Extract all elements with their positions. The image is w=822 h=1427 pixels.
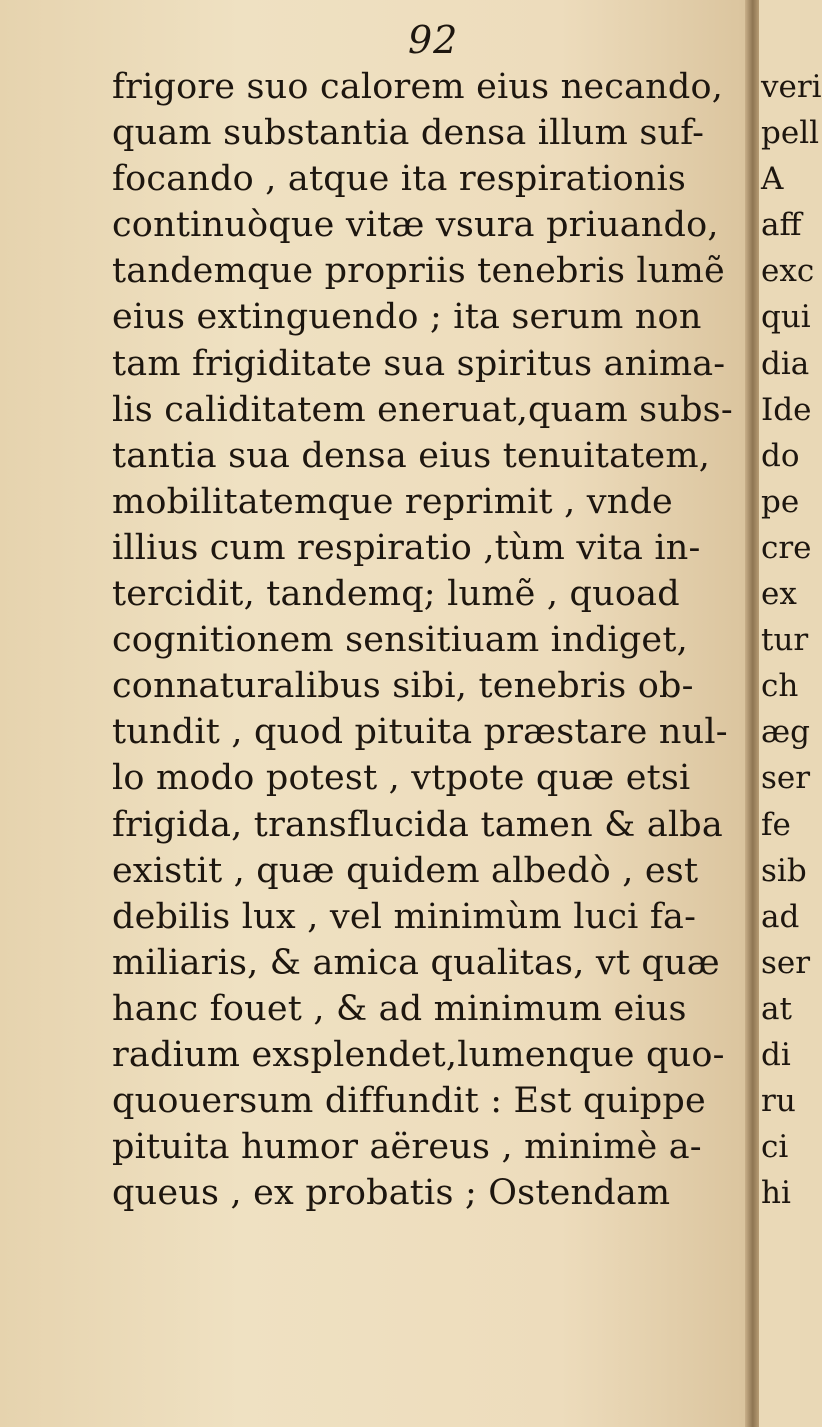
text-line: radium exsplendet,lumenque quo- <box>112 1034 725 1075</box>
text-line: cognitionem sensitiuam indiget, <box>112 620 688 661</box>
fragment-line: at <box>761 990 792 1027</box>
fragment-line: cre <box>761 529 812 566</box>
fragment-line: aff <box>761 207 802 244</box>
text-line: frigore suo calorem eius necando, <box>112 67 724 107</box>
text-line: quam substantia densa illum suf- <box>112 113 705 154</box>
text-line: existit , quæ quidem albedò , est <box>112 850 699 891</box>
fragment-line: dia <box>761 345 810 382</box>
text-line: miliaris, & amica qualitas, vt quæ <box>112 942 720 983</box>
text-line: lis caliditatem eneruat,quam subs- <box>112 389 733 430</box>
text-line: tundit , quod pituita præstare nul- <box>112 712 728 753</box>
facing-page-edge <box>759 0 822 1427</box>
text-line: continuòque vitæ vsura priuando, <box>112 205 719 246</box>
fragment-line: ci <box>761 1129 789 1166</box>
fragment-line: Ide <box>761 391 812 428</box>
text-line: tantia sua densa eius tenuitatem, <box>112 435 711 476</box>
text-line: connaturalibus sibi, tenebris ob- <box>112 666 694 707</box>
fragment-line: tur <box>761 622 809 659</box>
text-line: quouersum diffundit : Est quippe <box>112 1081 706 1122</box>
text-line: tandemque propriis tenebris lumẽ <box>112 251 725 292</box>
book-gutter <box>745 0 759 1427</box>
text-line: focando , atque ita respirationis <box>112 159 687 200</box>
fragment-line: qui <box>761 299 811 336</box>
text-line: mobilitatemque reprimit , vnde <box>112 481 673 522</box>
fragment-line: hi <box>761 1175 791 1212</box>
fragment-line: pe <box>761 483 800 520</box>
text-line: illius cum respiratio ,tùm vita in- <box>112 527 701 568</box>
text-line: queus , ex probatis ; Ostendam <box>112 1173 671 1214</box>
text-line: tercidit, tandemq; lumẽ , quoad <box>112 574 680 615</box>
fragment-line: A <box>761 161 784 198</box>
fragment-line: ch <box>761 668 799 705</box>
main-text-block <box>112 64 744 1216</box>
fragment-line: ser <box>761 944 811 981</box>
fragment-line: di <box>761 1036 791 1073</box>
fragment-line: ser <box>761 760 811 797</box>
text-line: pituita humor aëreus , minimè a- <box>112 1127 702 1168</box>
fragment-line: ex <box>761 576 797 613</box>
page-number: 92 <box>408 18 459 62</box>
fragment-line: pell <box>761 115 820 152</box>
fragment-line: ad <box>761 898 800 935</box>
fragment-line: fe <box>761 806 791 843</box>
text-line: tam frigiditate sua spiritus anima- <box>112 343 726 384</box>
fragment-line: æg <box>761 714 810 751</box>
facing-page-fragments <box>761 64 822 1216</box>
text-line: frigida, transflucida tamen & alba <box>112 804 723 845</box>
fragment-line: do <box>761 437 800 474</box>
fragment-line: veri <box>761 69 822 105</box>
text-line: debilis lux , vel minimùm luci fa- <box>112 896 697 937</box>
text-line: hanc fouet , & ad minimum eius <box>112 988 687 1029</box>
fragment-line: exc <box>761 253 815 290</box>
fragment-line: ru <box>761 1083 796 1120</box>
fragment-line: sib <box>761 852 807 889</box>
text-line: eius extinguendo ; ita serum non <box>112 297 702 338</box>
text-line: lo modo potest , vtpote quæ etsi <box>112 758 691 799</box>
